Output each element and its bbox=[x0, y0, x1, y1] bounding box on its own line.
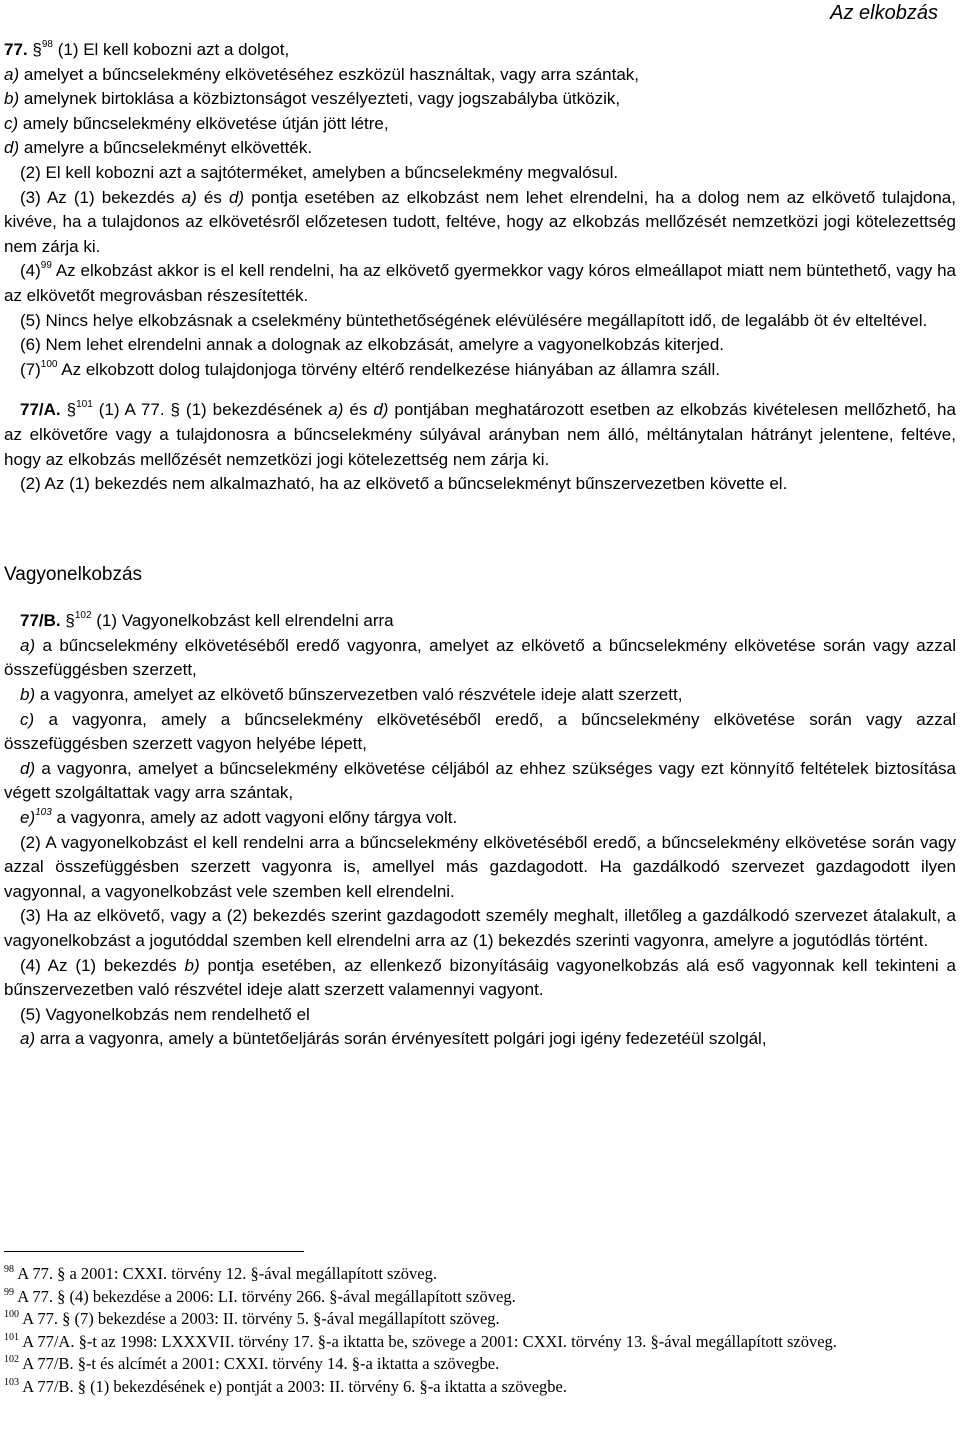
list-item bbox=[4, 757, 956, 806]
paragraph: (6) Nem lehet elrendelni annak a dolognak az elkobzását, amelyre a vagyonelkobzás kiterjed. bbox=[20, 335, 725, 355]
paragraph bbox=[4, 358, 956, 383]
paragraph: (2) Az (1) bekezdés nem alkalmazható, ha az elkövető a bűncselekményt bűnszervezetben követte el. bbox=[20, 474, 788, 494]
item-ref: d) bbox=[228, 187, 245, 207]
item-text: a vagyonra, amelyet a bűncselekmény elkövetése céljából az ehhez szükséges vagy ezt könnyítő feltételek biztosítása végett szolgáltattak vagy arra szántak, bbox=[4, 758, 956, 803]
paragraph-label: (4) bbox=[20, 261, 41, 281]
footnote-text: A 77/B. §-t és alcímét a 2001: CXXI. törvény 14. §-a iktatta a szövegbe. bbox=[22, 1354, 500, 1373]
list-item bbox=[4, 112, 956, 137]
paragraph-text: pontja esetében az elkobzást nem lehet elrendelni, ha a dolog nem az elkövető tulajdona, kivéve, ha a tulajdonos az elkövetésről előzetesen tudott, feltéve, hogy az elkobzás mellőzését nemzetközi jogi kötelezettség nem zárja ki. bbox=[4, 187, 956, 256]
paragraph: (2) A vagyonelkobzást el kell rendelni arra a bűncselekmény elkövetéséből eredő, a bűncselekmény elkövetése során vagy azzal összefüggésben szerzett vagyonra is, amellyel más gazdagodott. Ha gazdálkodó szervezet gazdagodott ilyen vagyonnal, a vagyonelkobzást vele szemben kell elrendelni. bbox=[4, 832, 956, 901]
footnote-ref: 98 bbox=[41, 39, 53, 50]
footnote-number: 102 bbox=[4, 1354, 19, 1365]
footnote bbox=[4, 1331, 956, 1354]
paragraph: (3) Ha az elkövető, vagy a (2) bekezdés szerint gazdagodott személy meghalt, illetőleg a gazdálkodó szervezet átalakult, a vagyonelkobzást a jogutóddal szemben kell elrendelni arra az (1) bekezdés szerinti vagyonra, amelyre a jogutódlás történt. bbox=[4, 906, 956, 950]
item-label: a) bbox=[4, 64, 20, 84]
footnote-ref: 102 bbox=[74, 610, 92, 622]
footnote-number: 103 bbox=[4, 1376, 19, 1388]
paragraph-text: (3) Az (1) bekezdés bbox=[20, 187, 175, 207]
footnote-number: 101 bbox=[4, 1331, 19, 1343]
paragraph-text: Az elkobzást akkor is el kell rendelni, ha az elkövető gyermekkor vagy kóros elmeállapot miatt nem büntethető, vagy ha az elkövetőt megrovásban részesítették. bbox=[4, 261, 956, 305]
list-item bbox=[4, 708, 956, 757]
paragraph-text: (1) Vagyonelkobzást kell elrendelni arra bbox=[96, 611, 394, 631]
section-77-heading bbox=[4, 38, 956, 63]
paragraph-text: (1) El kell kobozni azt a dolgot, bbox=[57, 40, 290, 59]
paragraph-label: (7) bbox=[20, 359, 41, 379]
footnote-ref: 100 bbox=[40, 358, 58, 370]
footnote bbox=[4, 1308, 956, 1331]
paragraph bbox=[4, 259, 956, 308]
paragraph-text: Az elkobzott dolog tulajdonjoga törvény eltérő rendelkezése hiányában az államra száll. bbox=[61, 359, 720, 379]
item-label: b) bbox=[20, 685, 36, 705]
footnote-divider bbox=[4, 1251, 304, 1252]
footnote-ref bbox=[35, 807, 52, 818]
footnote-number: 99 bbox=[4, 1286, 14, 1298]
item-label: d) bbox=[4, 138, 20, 158]
footnote-ref: 99 bbox=[40, 260, 52, 272]
item-label: a) bbox=[20, 1029, 36, 1049]
item-text: a vagyonra, amely a bűncselekmény elkövetéséből eredő, a bűncselekmény elkövetése során vagy azzal összefüggésben szerzett vagyon helyébe lépett, bbox=[4, 709, 956, 754]
paragraph-text: pontjában meghatározott esetben az elkobzás kivételesen mellőzhető, ha az elkövetőre vagy a tulajdonosra a bűncselekmény súlyával arányban nem álló, méltánytalan hátrányt jelentene, feltéve, hogy az elkobzás mellőzését nemzetközi jogi kötelezettség nem zárja ki. bbox=[4, 400, 956, 469]
paragraph-sign: § bbox=[65, 611, 75, 631]
paragraph-text: pontja esetében, az ellenkező bizonyításáig vagyonelkobzás alá eső vagyonnak kell tekinteni a bűnszervezetben való részvétel ideje alatt szerzett valamennyi vagyont. bbox=[4, 955, 956, 1000]
footnote-text: A 77. § a 2001: CXXI. törvény 12. §-ával megállapított szöveg. bbox=[17, 1264, 437, 1283]
section-number: 77/B. bbox=[20, 611, 61, 631]
item-ref: b) bbox=[184, 955, 200, 975]
footnote bbox=[4, 1353, 956, 1376]
footnote-text: A 77/B. § (1) bekezdésének e) pontját a 2003: II. törvény 6. §-a iktatta a szövegbe. bbox=[22, 1376, 568, 1396]
footnote-text: A 77. § (4) bekezdése a 2006: LI. törvény 266. §-ával megállapított szöveg. bbox=[17, 1286, 516, 1306]
paragraph-text: és bbox=[203, 187, 222, 207]
item-label: d) bbox=[20, 758, 36, 778]
list-item bbox=[4, 634, 956, 683]
item-ref: a) bbox=[181, 187, 197, 207]
item-text: amelynek birtoklása a közbiztonságot veszélyezteti, vagy jogszabályba ütközik, bbox=[23, 89, 621, 109]
footnote bbox=[4, 1376, 956, 1399]
footnotes bbox=[4, 1251, 956, 1398]
list-item bbox=[4, 63, 956, 88]
list-item bbox=[4, 136, 956, 161]
section-77a-heading bbox=[4, 398, 956, 472]
item-ref: d) bbox=[373, 400, 389, 420]
item-label: a) bbox=[20, 635, 36, 655]
paragraph-text: és bbox=[349, 400, 368, 420]
paragraph: (5) Vagyonelkobzás nem rendelhető el bbox=[20, 1004, 310, 1024]
page-header-title: Az elkobzás bbox=[830, 2, 938, 24]
footnote-number: 98 bbox=[4, 1264, 14, 1275]
paragraph: (2) El kell kobozni azt a sajtóterméket, amelyben a bűncselekmény megvalósul. bbox=[20, 162, 619, 182]
section-77b-heading bbox=[4, 609, 956, 634]
item-text: a vagyonra, amelyet az elkövető bűnszervezetben való részvétele ideje alatt szerzett, bbox=[39, 685, 683, 705]
section-title: Vagyonelkobzás bbox=[4, 563, 143, 585]
item-text: a vagyonra, amely az adott vagyoni előny tárgya volt. bbox=[56, 808, 458, 828]
list-item bbox=[4, 87, 956, 112]
paragraph bbox=[4, 186, 956, 260]
footnote bbox=[4, 1286, 956, 1309]
paragraph-text: (4) Az (1) bekezdés bbox=[20, 955, 177, 975]
paragraph: (5) Nincs helye elkobzásnak a cselekmény büntethetőségének elévülésére megállapított idő, de legalább öt év elteltével. bbox=[20, 310, 928, 330]
item-ref: a) bbox=[328, 400, 344, 420]
paragraph-text: (1) A 77. § (1) bekezdésének bbox=[98, 400, 323, 420]
paragraph bbox=[4, 954, 956, 1003]
item-label: c) bbox=[20, 709, 35, 729]
item-label: b) bbox=[4, 89, 20, 109]
list-item bbox=[4, 1027, 956, 1052]
footnote-ref: 101 bbox=[76, 399, 93, 411]
footnote-ref-number: 103 bbox=[35, 807, 52, 819]
section-number: 77/A. bbox=[20, 400, 61, 420]
item-text: arra a vagyonra, amely a büntetőeljárás során érvényesített polgári jogi igény fedezetéül szolgál, bbox=[39, 1029, 767, 1049]
document-body bbox=[4, 38, 956, 1052]
item-label: e) bbox=[20, 808, 36, 828]
footnote bbox=[4, 1263, 956, 1286]
footnote-number: 100 bbox=[4, 1309, 19, 1320]
section-number: 77. bbox=[4, 40, 28, 59]
paragraph-sign: § bbox=[32, 40, 42, 59]
list-item bbox=[4, 806, 956, 831]
item-text: amelyre a bűncselekményt elkövették. bbox=[23, 138, 313, 158]
item-text: a bűncselekmény elkövetéséből eredő vagyonra, amelyet az elkövető a bűncselekmény elkövetése során vagy azzal összefüggésben szerzett, bbox=[4, 635, 956, 680]
item-text: amely bűncselekmény elkövetése útján jött létre, bbox=[22, 113, 389, 133]
item-label: c) bbox=[4, 113, 19, 133]
paragraph-sign: § bbox=[66, 400, 77, 420]
list-item bbox=[4, 683, 956, 708]
footnote-text: A 77/A. §-t az 1998: LXXXVII. törvény 17. §-a iktatta be, szövege a 2001: CXXI. törvény 13. §-ával megállapított szöveg. bbox=[22, 1331, 837, 1351]
footnote-text: A 77. § (7) bekezdése a 2003: II. törvény 5. §-ával megállapított szöveg. bbox=[22, 1309, 500, 1328]
item-text: amelyet a bűncselekmény elkövetéséhez eszközül használtak, vagy arra szántak, bbox=[23, 64, 640, 84]
